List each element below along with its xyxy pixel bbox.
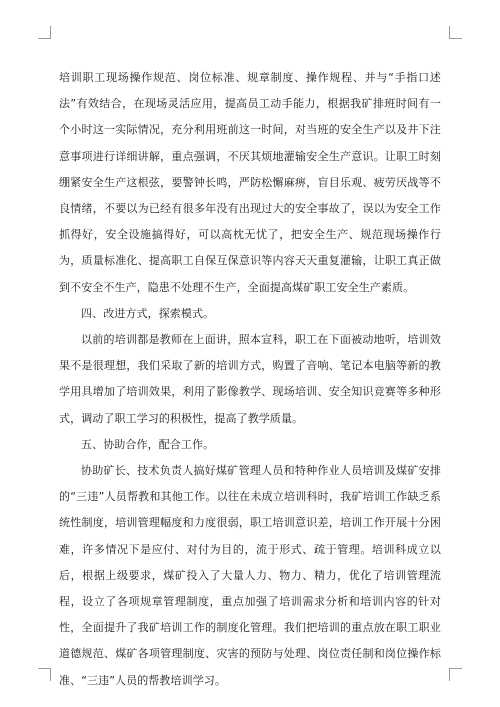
heading-section-5: 五、协助合作，配合工作。 xyxy=(81,437,215,451)
document-page xyxy=(59,65,441,694)
heading-section-4: 四、改进方式，探索模式。 xyxy=(81,306,215,320)
paragraph-cooperation: 协助矿长、技术负责人搞好煤矿管理人员和特种作业人员培训及煤矿安排的“三违”人员帮教和其他工作。以往在未成立培训科时，我矿培训工作缺乏系统性制度，培训管理幅度和力度很弱，职工培训意识差，培训工作开展十分困难，许多情况下是应付、对付为目的，流于形式、疏于管理。培训科成立以后，根据上级要求，煤矿投入了大量人力、物力、精力，优化了培训管理流程，设立了各项规章管理制度，重点加强了培训需求分析和培训内容的针对性，全面提升了我矿培训工作的制度化管理。我们把培训的重点放在职工职业道德规范、煤矿各项管理制度、灾害的预防与处理、岗位责任制和岗位操作标准、“三违”人员的帮教培训学习。 xyxy=(59,464,441,687)
page-corner-mark-bottom-right xyxy=(449,668,462,681)
page-corner-mark-top-left xyxy=(38,26,51,39)
paragraph-training-practice: 培训职工现场操作规范、岗位标准、规章制度、操作规程、并与“手指口述法”有效结合，在现场灵活应用，提高员工动手能力，根据我矿排班时间有一个小时这一实际情况，充分利用班前这一时间，对当班的安全生产以及井下注意事项进行详细讲解，重点强调，不厌其烦地灌输安全生产意识。让职工时刻绷紧安全生产这根弦，要警钟长鸣，严防松懈麻痹，盲目乐观、疲劳厌战等不良情绪，不要以为已经有很多年没有出现过大的安全事故了，误以为安全工作抓得好，安全设施搞得好，可以高枕无忧了，把安全生产、规范现场操作行为，质量标准化、提高职工自保互保意识等内容天天重复灌输，让职工真正做到不安全不生产，隐患不处理不生产，全面提高煤矿职工安全生产素质。 xyxy=(59,71,441,294)
page-corner-mark-bottom-left xyxy=(38,668,51,681)
paragraph-improve-methods: 以前的培训都是教师在上面讲，照本宣科，职工在下面被动地听，培训效果不是很理想，我们采取了新的培训方式，购置了音响、笔记本电脑等新的教学用具增加了培训效果，利用了影像教学、现场培训、安全知识竞赛等多种形式，调动了职工学习的积极性，提高了教学质量。 xyxy=(59,333,441,425)
page-corner-mark-top-right xyxy=(449,26,462,39)
